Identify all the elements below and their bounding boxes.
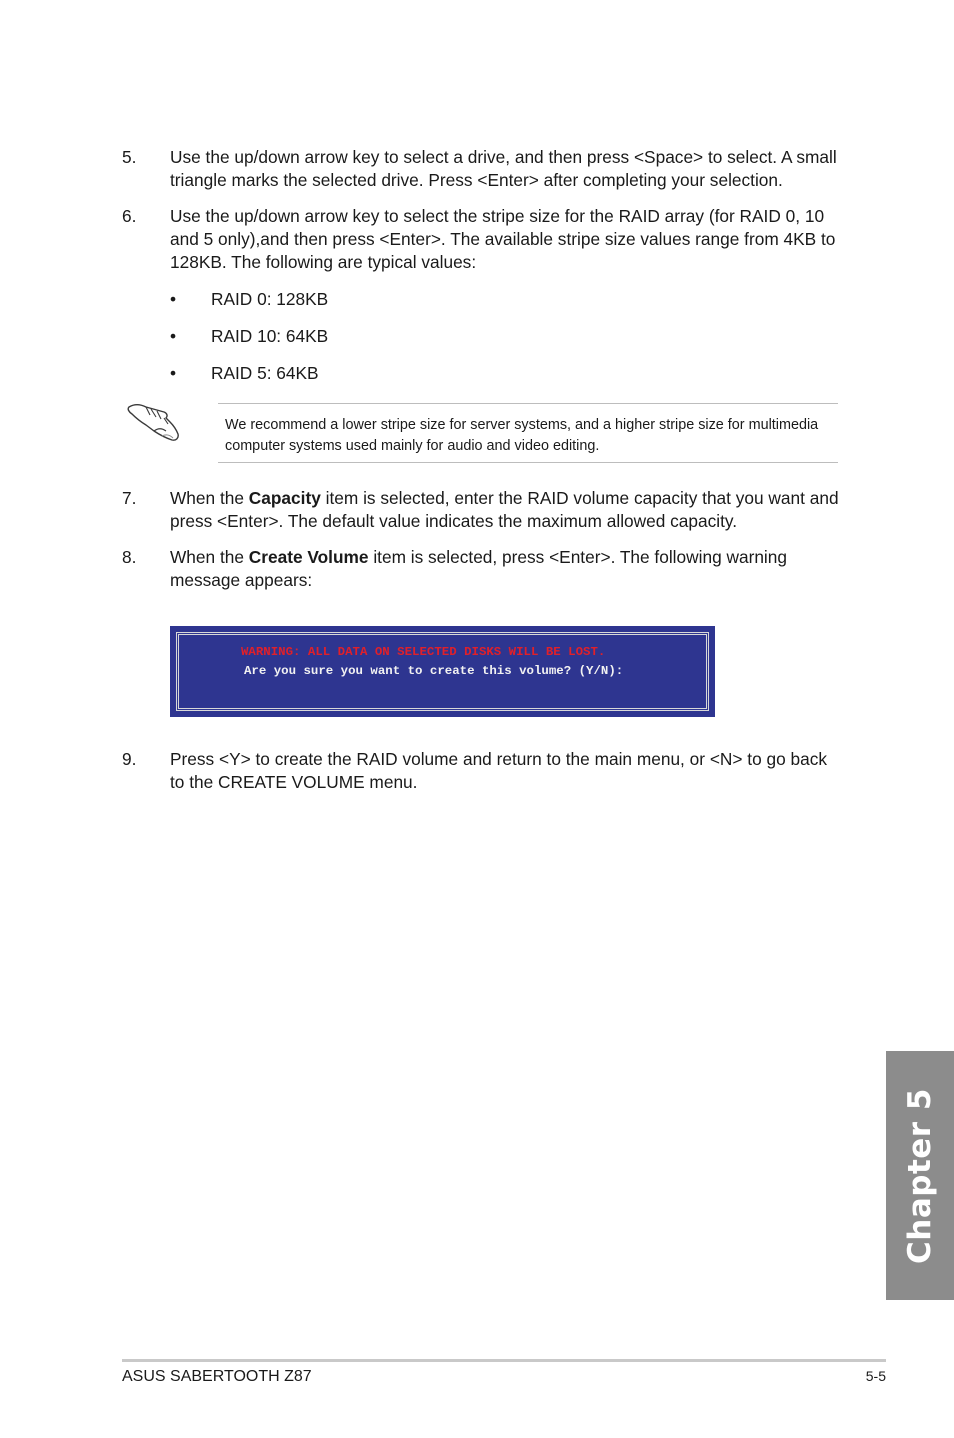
bullet-text: RAID 0: 128KB <box>211 289 329 309</box>
chapter-tab <box>886 1051 954 1300</box>
step-text: When the Create Volume item is selected, press <Enter>. The following warning message appears: <box>170 547 787 590</box>
bullet-item <box>170 325 328 348</box>
note-text: We recommend a lower stripe size for server systems, and a higher stripe size for multimedia computer systems used mainly for audio and video editing. <box>225 417 819 454</box>
step-7 <box>122 487 842 533</box>
footer-divider <box>122 1359 886 1362</box>
step-number: 6. <box>122 206 137 226</box>
hand-pointer-icon <box>126 398 180 444</box>
step-5 <box>122 146 842 192</box>
step-number: 8. <box>122 547 137 567</box>
footer-product: ASUS SABERTOOTH Z87 <box>122 1368 312 1385</box>
step-text: When the Capacity item is selected, enter the RAID volume capacity that you want and press <Enter>. The default value indicates the maximum allowed capacity. <box>170 488 839 531</box>
confirm-prompt: Are you sure you want to create this volume? (Y/N): <box>244 664 624 678</box>
bios-warning-dialog <box>170 626 715 717</box>
bullet-item <box>170 362 319 385</box>
page-number: 5-5 <box>865 1368 886 1384</box>
bold-term: Capacity <box>248 488 321 508</box>
chapter-label: Chapter 5 <box>902 1087 938 1264</box>
step-9 <box>122 748 842 794</box>
step-6 <box>122 205 842 274</box>
bullet-dot: • <box>170 289 177 309</box>
bullet-item <box>170 288 328 311</box>
bullet-text: RAID 5: 64KB <box>211 363 319 383</box>
step-text: Use the up/down arrow key to select a drive, and then press <Space> to select. A small triangle marks the selected drive. Press <Enter> after completing your selection. <box>170 147 837 190</box>
step-number: 5. <box>122 147 137 167</box>
step-8 <box>122 546 842 592</box>
bold-term: Create Volume <box>248 547 369 567</box>
step-text: Use the up/down arrow key to select the stripe size for the RAID array (for RAID 0, 10 and 5 only),and then press <Enter>. The available stripe size values range from 4KB to 128KB. The following are typical values: <box>170 206 836 272</box>
bullet-text: RAID 10: 64KB <box>211 326 329 346</box>
step-number: 7. <box>122 488 137 508</box>
warning-message: WARNING: ALL DATA ON SELECTED DISKS WILL BE LOST. <box>241 645 606 659</box>
step-number: 9. <box>122 749 137 769</box>
bullet-dot: • <box>170 363 177 383</box>
step-text: Press <Y> to create the RAID volume and return to the main menu, or <N> to go back to the CREATE VOLUME menu. <box>170 749 828 792</box>
bullet-dot: • <box>170 326 177 346</box>
note-box <box>218 403 838 463</box>
